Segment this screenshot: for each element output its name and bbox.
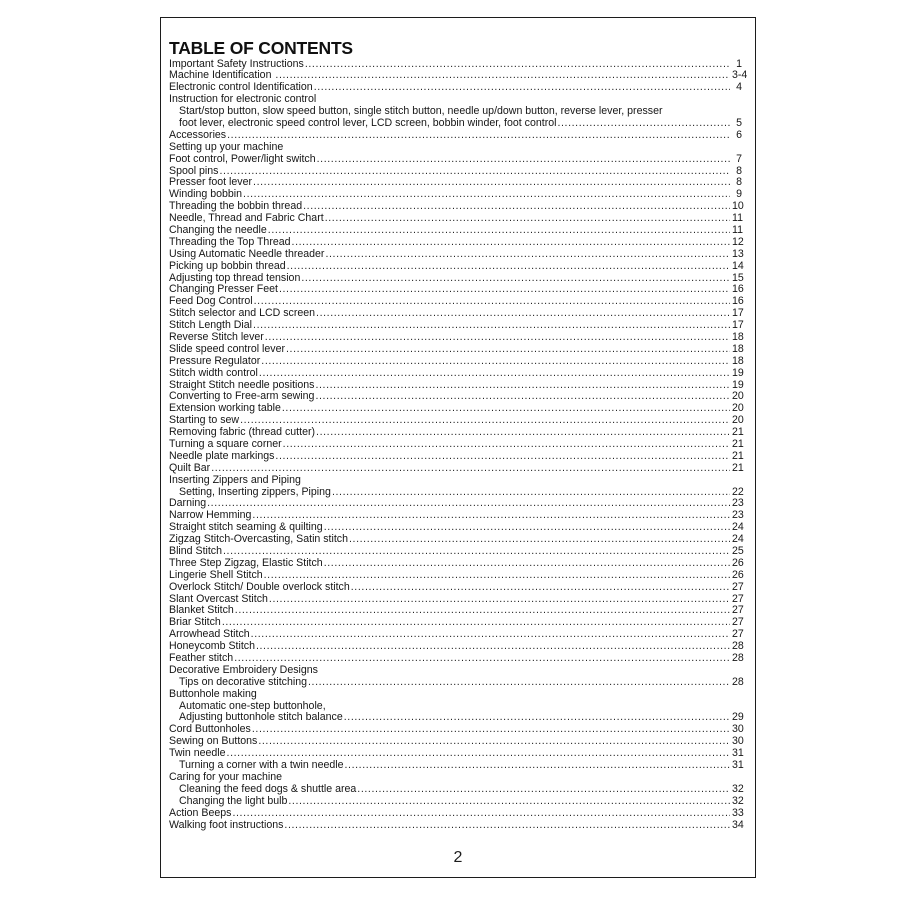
toc-entry-label: Buttonhole making [169,687,257,700]
toc-entry [169,808,742,820]
toc-entry [169,284,742,296]
toc-entry [169,142,742,154]
toc-entry [169,641,742,653]
toc-entry-page: 25 [732,545,744,558]
toc-entry-page: 32 [732,782,744,795]
toc-entry [169,154,742,166]
dot-leader [259,368,730,380]
dot-leader [235,605,730,617]
toc-entry-label: Overlock Stitch/ Double overlock stitch [169,580,350,593]
dot-leader [265,332,730,344]
dot-leader [261,356,730,368]
toc-entry-page: 19 [732,378,744,391]
toc-entry-label: Foot control, Power/light switch [169,152,316,165]
toc-entry-label: Stitch Length Dial [169,319,253,332]
toc-entry-page: 26 [732,556,744,569]
toc-entry-label: Picking up bobbin thread [169,259,286,272]
toc-entry-page: 1 [736,57,742,70]
toc-entry-page: 10 [732,200,744,213]
toc-entry-page: 13 [732,247,744,260]
toc-entry [169,677,742,689]
toc-entry-page: 24 [732,533,744,546]
dot-leader [325,249,730,261]
dot-leader [252,510,730,522]
toc-entry [169,344,742,356]
dot-leader [288,796,730,808]
toc-entry-page: 33 [732,806,744,819]
page-number: 2 [453,849,463,866]
toc-entry-page: 32 [732,794,744,807]
dot-leader [332,487,730,499]
toc-entry [169,796,742,808]
toc-entry [169,118,742,130]
toc-entry-label: Using Automatic Needle threader [169,247,325,260]
toc-entry-label: Arrowhead Stitch [169,628,250,641]
toc-entry-page: 23 [732,497,744,510]
dot-leader [316,427,730,439]
toc-entry-page: 18 [732,354,744,367]
dot-leader [317,154,730,166]
toc-entry-page: 21 [732,461,744,474]
dot-leader [344,712,730,724]
toc-entry-page: 30 [732,735,744,748]
toc-entry-page: 23 [732,509,744,522]
dot-leader [345,760,731,772]
toc-entry-label: Narrow Hemming [169,509,252,522]
toc-entry [169,712,742,724]
dot-leader [258,736,730,748]
toc-entry-page: 27 [732,604,744,617]
toc-entry [169,308,742,320]
toc-entry-page: 22 [732,485,744,498]
dot-leader [268,225,730,237]
toc-entry-page: 3-4 [732,69,748,82]
toc-entry-page: 19 [732,366,744,379]
dot-leader [282,403,730,415]
toc-entry-page: 11 [732,212,743,225]
dot-leader [222,617,730,629]
toc-entry-page: 20 [732,402,744,415]
dot-leader [315,380,730,392]
toc-entry-label: Briar Stitch [169,616,221,629]
toc-entry-label: Quilt Bar [169,461,211,474]
toc-entry-label: Action Beeps [169,806,232,819]
toc-entry-label: Needle plate markings [169,449,275,462]
toc-entry-label: Pressure Regulator [169,354,261,367]
toc-entry [169,570,742,582]
toc-entry-label: Darning [169,497,207,510]
toc-entry-label: Slant Overcast Stitch [169,592,268,605]
dot-leader [243,189,730,201]
toc-entry-label: Setting up your machine [169,140,284,153]
toc-entry-label: Removing fabric (thread cutter) [169,426,316,439]
toc-entry [169,261,742,273]
toc-entry [169,582,742,594]
toc-entry-label: Cord Buttonholes [169,723,251,736]
toc-entry-label: Important Safety Instructions [169,57,304,70]
toc-entry [169,451,742,463]
toc-entry-page: 16 [732,295,744,308]
dot-leader [325,213,730,225]
toc-entry-label: Needle, Thread and Fabric Chart [169,212,324,225]
toc-entry-label: Turning a square corner [169,438,282,450]
toc-entry [169,487,742,499]
toc-entry [169,475,742,487]
dot-leader [219,166,730,178]
toc-entry-label: Setting, Inserting zippers, Piping [179,485,331,498]
toc-entry-page: 30 [732,723,744,736]
toc-entry-label: Blind Stitch [169,545,222,558]
toc-entry [169,356,742,368]
dot-leader [286,344,730,356]
toc-entry-label: Inserting Zippers and Piping [169,473,301,486]
dot-leader [275,70,730,82]
dot-leader [207,498,730,510]
toc-entry [169,689,742,701]
toc-entry-label: Tips on decorative stitching [179,675,307,688]
dot-leader [283,439,730,451]
toc-entry-label: Decorative Embroidery Designs [169,663,318,676]
dot-leader [303,201,730,213]
toc-entry-page: 14 [732,259,744,272]
toc-entry-page: 27 [732,628,744,641]
dot-leader [251,629,730,641]
toc-entry [169,368,742,380]
toc-entry-page: 11 [732,223,743,236]
toc-entry-page: 21 [732,449,744,462]
dot-leader [232,808,730,820]
toc-entry-label: Winding bobbin [169,188,243,201]
toc-entry [169,463,742,475]
toc-entry-page: 20 [732,390,744,403]
toc-entry-page: 27 [732,616,744,629]
toc-entry-page: 5 [736,116,742,129]
toc-list [169,57,748,832]
dot-leader [279,284,730,296]
toc-entry-label: Spool pins [169,164,219,177]
toc-entry-label: Accessories [169,128,227,141]
toc-entry-page: 4 [736,81,742,94]
toc-entry-label: Extension working table [169,402,281,415]
toc-entry [169,177,742,189]
toc-entry-page: 8 [736,164,742,177]
toc-entry-page: 17 [732,319,744,332]
toc-entry [169,534,742,546]
toc-entry-page: 6 [736,128,742,141]
toc-entry-page: 28 [732,640,744,653]
toc-entry-page: 7 [736,152,742,165]
dot-leader [305,59,730,71]
toc-entry-label: Presser foot lever [169,176,253,189]
toc-entry-page: 15 [732,271,744,284]
toc-entry-label: Machine Identification [169,69,275,82]
toc-entry-page: 26 [732,568,744,581]
dot-leader [253,320,730,332]
toc-entry [169,617,742,629]
dot-leader [287,261,730,273]
toc-entry-page: 24 [732,521,744,534]
dot-leader [315,391,730,403]
toc-entry-label: Lingerie Shell Stitch [169,568,263,581]
toc-entry-label: Feed Dog Control [169,295,253,308]
toc-entry-label: Honeycomb Stitch [169,640,255,653]
dot-leader [314,82,730,94]
toc-entry-page: 20 [732,414,744,427]
toc-entry-label: Starting to sew [169,414,240,427]
dot-leader [211,463,730,475]
toc-entry [169,166,742,178]
toc-entry-label: Adjusting buttonhole stitch balance [179,711,343,724]
toc-entry-page: 27 [732,592,744,605]
toc-entry-page: 31 [732,759,744,772]
toc-entry [169,237,742,249]
dot-leader [357,784,730,796]
toc-entry-label: Changing the light bulb [179,794,288,807]
toc-entry [169,130,742,142]
toc-entry-label: Stitch selector and LCD screen [169,307,316,320]
manual-page [160,17,756,878]
dot-leader [557,118,730,130]
toc-entry-page: 27 [732,580,744,593]
toc-entry-label: foot lever, electronic speed control lever, LCD screen, bobbin winder, foot control [179,116,557,129]
dot-leader [349,534,730,546]
dot-leader [284,820,730,832]
toc-entry-page: 21 [732,438,744,450]
toc-entry-page: 29 [732,711,744,724]
toc-entry-label: Threading the bobbin thread [169,200,303,213]
toc-entry-page: 9 [736,188,742,201]
dot-leader [254,296,730,308]
toc-entry-label: Threading the Top Thread [169,235,291,248]
toc-entry [169,784,742,796]
toc-entry-label: Caring for your machine [169,770,283,783]
toc-entry-label: Converting to Free-arm sewing [169,390,315,403]
toc-entry-label: Zigzag Stitch-Overcasting, Satin stitch [169,533,348,546]
toc-entry-label: Turning a corner with a twin needle [179,759,344,772]
toc-entry-page: 21 [732,426,744,439]
toc-entry-label: Feather stitch [169,652,234,665]
dot-leader [316,308,730,320]
toc-entry-page: 28 [732,675,744,688]
toc-entry-page: 34 [732,818,744,831]
toc-entry-label: Walking foot instructions [169,818,284,831]
dot-leader [308,677,730,689]
toc-entry-label: Straight stitch seaming & quilting [169,521,323,534]
toc-entry-label: Slide speed control lever [169,342,286,355]
page-title: TABLE OF CONTENTS [169,38,353,58]
toc-entry [169,498,742,510]
toc-entry [169,820,742,832]
toc-entry-page: 12 [732,235,744,248]
dot-leader [227,130,730,142]
toc-entry-label: Start/stop button, slow speed button, single stitch button, needle up/down button, reverse lever, presser [179,105,663,118]
dot-leader [275,451,730,463]
toc-entry-page: 18 [732,330,744,343]
toc-entry [169,736,742,748]
dot-leader [264,570,730,582]
toc-entry-label: Instruction for electronic control [169,93,317,106]
toc-entry-page: 28 [732,652,744,665]
dot-leader [269,594,730,606]
dot-leader [324,558,730,570]
dot-leader [301,273,730,285]
dot-leader [252,724,730,736]
toc-entry-label: Changing the needle [169,223,267,236]
toc-entry-label: Automatic one-step buttonhole, [179,699,326,712]
toc-entry-page: 17 [732,307,744,320]
toc-entry-page: 16 [732,283,744,296]
dot-leader [324,522,730,534]
toc-entry-label: Stitch width control [169,366,258,379]
dot-leader [292,237,730,249]
toc-entry-label: Adjusting top thread tension [169,271,301,284]
toc-entry-label: Blanket Stitch [169,604,234,617]
dot-leader [253,177,730,189]
toc-entry [169,594,742,606]
toc-entry-label: Twin needle [169,747,226,760]
toc-entry-page: 8 [736,176,742,189]
dot-leader [351,582,730,594]
toc-entry-label: Sewing on Buttons [169,735,258,748]
toc-entry [169,403,742,415]
toc-entry-label: Reverse Stitch lever [169,330,264,343]
dot-leader [256,641,730,653]
toc-entry-label: Changing Presser Feet [169,283,278,296]
toc-entry-label: Straight Stitch needle positions [169,378,315,391]
toc-entry [169,605,742,617]
toc-entry-label: Electronic control Identification [169,81,313,94]
toc-entry-page: 18 [732,342,744,355]
toc-entry [169,558,742,570]
toc-entry-page: 31 [732,747,744,760]
toc-entry-label: Three Step Zigzag, Elastic Stitch [169,556,323,569]
toc-entry-label: Cleaning the feed dogs & shuttle area [179,782,357,795]
toc-entry [169,249,742,261]
